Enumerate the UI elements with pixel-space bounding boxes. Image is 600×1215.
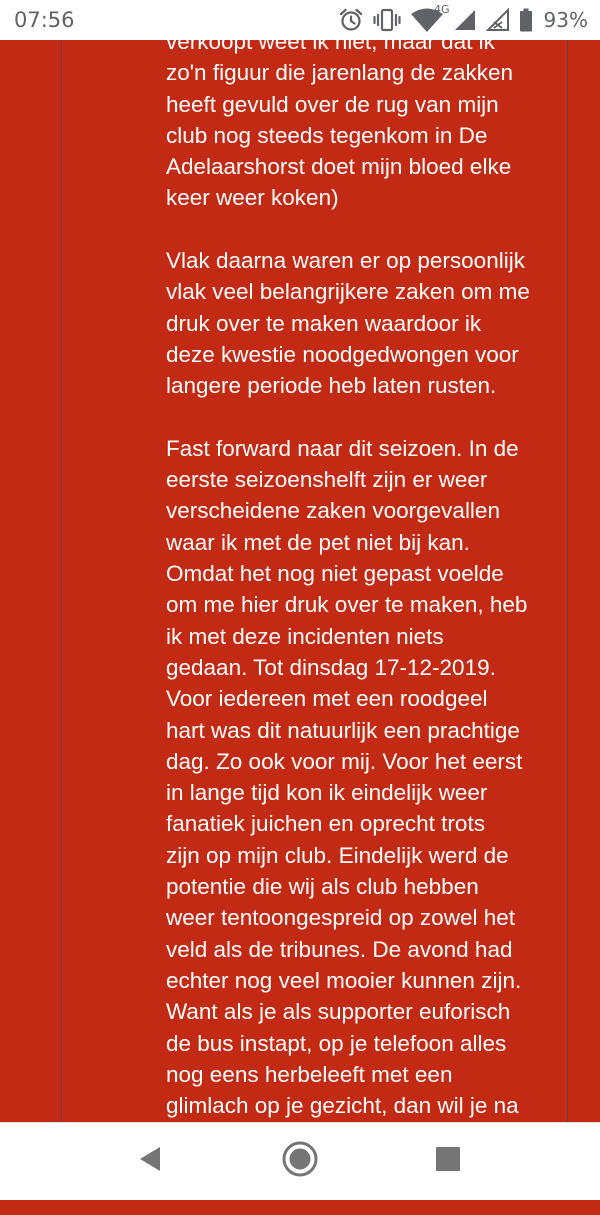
home-button[interactable] bbox=[280, 1141, 320, 1181]
navigation-bar bbox=[0, 1122, 600, 1200]
column-divider-right bbox=[567, 40, 568, 1122]
article-body bbox=[166, 26, 566, 1215]
recents-icon bbox=[435, 1146, 461, 1177]
home-icon bbox=[280, 1139, 320, 1184]
network-label: 4G bbox=[434, 3, 450, 16]
article-paragraph: verkoopt weet ik niet, maar dat ik zo'n figuur die jarenlang de zakken heeft gevuld over de rug van mijn club nog steeds tegenkom in De Adelaarshorst doet mijn bloed elke keer weer koken) bbox=[166, 29, 514, 211]
article-paragraph: Fast forward naar dit seizoen. In de eerste seizoenshelft zijn er weer verscheidene zaken voorgevallen waar ik met de pet niet bij kan. Omdat het nog niet gepast voelde om me hier druk over te maken, heb ik met deze incidenten niets gedaan. Tot dinsdag 17-12-2019. Voor iedereen met een roodgeel hart was dit natuurlijk een prachtige dag. Zo ook voor mij. Voor het eerst in lange tijd kon ik eindelijk weer fanatiek juichen en oprecht trots zijn op mijn club. Eindelijk werd de potentie die wij als club hebben weer tentoongespreid op zowel het veld als de tribunes. De avond had echter nog veel mooier kunnen zijn. Want als je als supporter euforisch de bus instapt, op je telefoon alles nog eens herbeleeft met een glimlach op je gezicht, dan wil je na bbox=[166, 435, 528, 1119]
back-icon bbox=[137, 1145, 163, 1178]
status-time: 07:56 bbox=[14, 8, 75, 32]
back-button[interactable] bbox=[130, 1141, 170, 1181]
recents-button[interactable] bbox=[428, 1141, 468, 1181]
article-paragraph: Vlak daarna waren er op persoonlijk vlak veel belangrijkere zaken om me druk over te maken waardoor ik deze kwestie noodgedwongen voor langere periode heb laten rusten. bbox=[166, 248, 530, 399]
battery-percent: 93% bbox=[543, 8, 588, 32]
article-content[interactable] bbox=[0, 29, 600, 1122]
column-divider-left bbox=[61, 40, 62, 1122]
